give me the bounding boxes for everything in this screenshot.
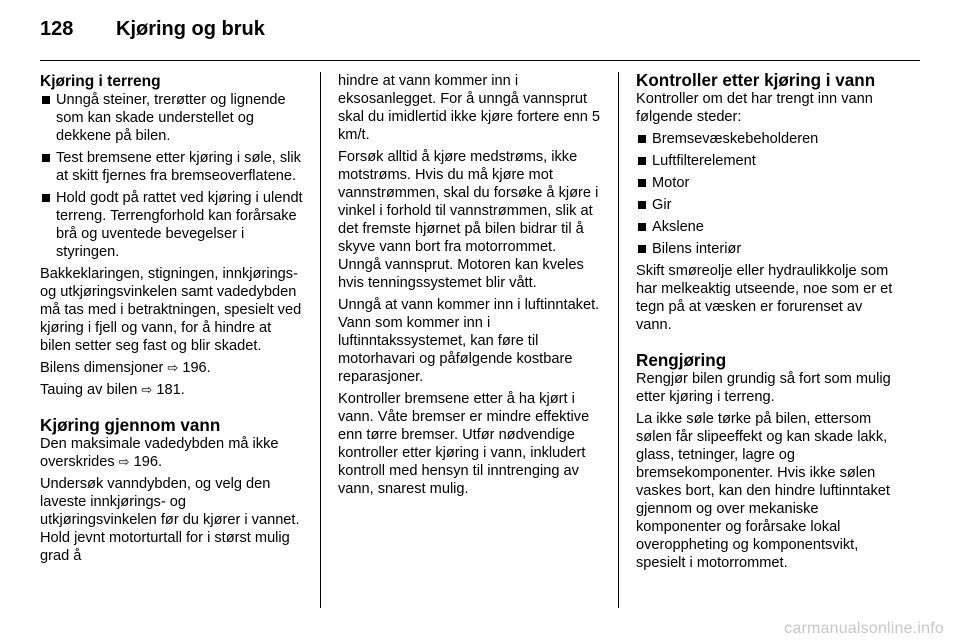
square-bullet-icon — [42, 154, 50, 162]
paragraph: Skift smøreolje eller hydraulikkolje som har melkeaktig utseende, noe som er et tegn på at væsken er forurenset av vann. — [636, 263, 893, 333]
list-item: Bilens interiør — [636, 240, 901, 258]
column-1 — [40, 72, 305, 569]
column-divider-1 — [320, 72, 321, 608]
list-item: Test bremsene etter kjøring i søle, slik at skitt fjernes fra bremseoverflatene. — [40, 149, 305, 185]
paragraph: Rengjør bilen grundig så fort som mulig etter kjøring i terreng. — [636, 371, 891, 405]
page-number: 128 — [40, 18, 74, 40]
paragraph: hindre at vann kommer inn i eksosanlegget. For å unngå vannsprut skal du imidlertid ikke kjøre fortere enn 5 km/t. — [338, 73, 600, 143]
square-bullet-icon — [638, 201, 646, 209]
page-ref-link[interactable]: 196. — [133, 454, 163, 470]
list-item: Motor — [636, 174, 901, 192]
list-item: Luftfilterelement — [636, 152, 901, 170]
chapter-title: Kjøring og bruk — [116, 18, 265, 40]
subsection-title-water-check: Kontroller etter kjøring i vann — [636, 71, 876, 90]
list-item: Bremsevæskebeholderen — [636, 130, 901, 148]
header-divider — [40, 60, 920, 61]
paragraph: Kontroller bremsene etter å ha kjørt i vann. Våte bremser er mindre effektive enn tørre bremser. Utfør nødvendige kontroller etter kjøring i vann, inkludert kontroll med hensyn til inntrenging av vann, snarest mulig. — [338, 391, 590, 497]
check-bullet-list — [636, 130, 901, 258]
square-bullet-icon — [638, 245, 646, 253]
column-divider-2 — [618, 72, 619, 608]
list-item: Gir — [636, 196, 901, 214]
paragraph: Unngå at vann kommer inn i luftinntaket. Vann som kommer inn i luftinntakssystemet, kan føre til motorhavari og påfølgende kostbare reparasjoner. — [338, 297, 600, 385]
subsection-title-water: Kjøring gjennom vann — [40, 416, 221, 435]
paragraph-dimensions-ref: Bilens dimensjoner ⇨ 196. — [40, 360, 211, 376]
column-3 — [636, 72, 901, 576]
page-ref-arrow-icon: ⇨ — [118, 454, 130, 469]
page-ref-arrow-icon: ⇨ — [141, 382, 153, 397]
watermark: carmanualsonline.info — [784, 620, 944, 637]
page-header — [40, 18, 920, 48]
square-bullet-icon — [638, 223, 646, 231]
page-ref-arrow-icon: ⇨ — [167, 360, 179, 375]
paragraph: Bakkeklaringen, stigningen, innkjørings- og utkjøringsvinkelen samt vadedybden må tas med i betraktningen, spesielt ved kjøring i fjell og vann, for å hindre at bilen setter seg fast og blir skadet. — [40, 266, 302, 354]
paragraph-wading-depth: Den maksimale vadedybden må ikke overskrides ⇨ 196. — [40, 436, 279, 470]
section-title-offroad: Kjøring i terreng — [40, 73, 161, 90]
paragraph: Kontroller om det har trengt inn vann følgende steder: — [636, 91, 873, 125]
paragraph: Undersøk vanndybden, og velg den laveste innkjørings- og utkjøringsvinkelen før du kjører i vannet. Hold jevnt motorturtall for i størst mulig grad å — [40, 476, 300, 564]
square-bullet-icon — [42, 96, 50, 104]
subsection-title-cleaning: Rengjøring — [636, 351, 727, 370]
square-bullet-icon — [638, 157, 646, 165]
offroad-bullet-list — [40, 91, 305, 261]
column-2 — [338, 72, 603, 502]
list-item: Hold godt på rattet ved kjøring i ulendt terreng. Terrengforhold kan forårsake brå og uventede bevegelser i styringen. — [40, 189, 305, 261]
square-bullet-icon — [42, 194, 50, 202]
page-ref-link[interactable]: 181. — [156, 382, 185, 398]
list-item: Unngå steiner, trerøtter og lignende som kan skade understellet og dekkene på bilen. — [40, 91, 305, 145]
page-ref-link[interactable]: 196. — [182, 360, 211, 376]
paragraph: La ikke søle tørke på bilen, ettersom sølen får slipeeffekt og kan skade lakk, glass, tetninger, lagre og bremsekomponenter. Hvis ikke sølen vaskes bort, kan den hindre luftinntaket gjennom og over mekaniske komponenter og forårsake lokal overoppheting og komponentsvikt, spesielt i motorrommet. — [636, 411, 890, 571]
square-bullet-icon — [638, 135, 646, 143]
list-item: Akslene — [636, 218, 901, 236]
paragraph: Forsøk alltid å kjøre medstrøms, ikke motstrøms. Hvis du må kjøre mot vannstrømmen, skal du forsøke å kjøre i vinkel i forhold til vannstrømmen, slik at det fremste hjørnet på bilen bidrar til å skyve vann bort fra motorrommet. Unngå vannsprut. Motoren kan kveles hvis tenningssystemet blir vått. — [338, 149, 599, 291]
paragraph-towing-ref: Tauing av bilen ⇨ 181. — [40, 382, 185, 398]
square-bullet-icon — [638, 179, 646, 187]
